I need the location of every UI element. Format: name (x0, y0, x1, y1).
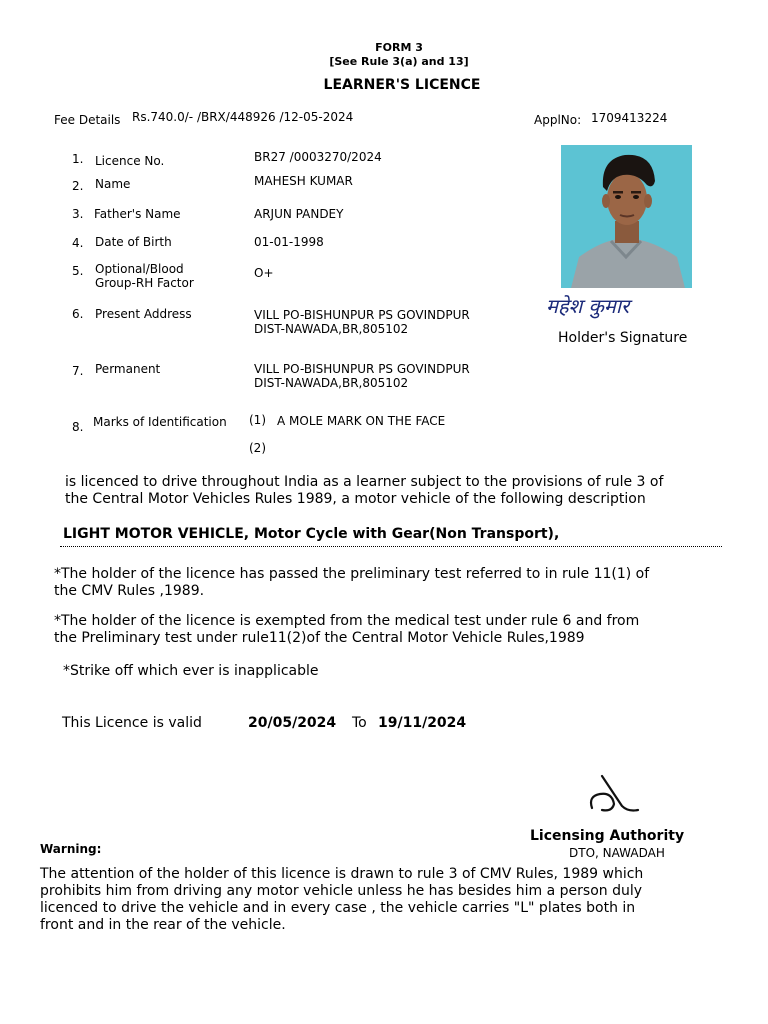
field-number: 4. (72, 236, 84, 250)
appl-no-label: ApplNo: (534, 113, 582, 127)
mark-1-number: (1) (249, 413, 266, 427)
blood-group-label-line2: Group-RH Factor (95, 276, 194, 290)
holder-signature: महेश कुमार (546, 294, 630, 318)
appl-no-value: 1709413224 (591, 111, 668, 125)
valid-to-date: 19/11/2024 (378, 715, 467, 731)
present-address-line2: DIST-NAWADA,BR,805102 (254, 322, 409, 336)
permanent-address-line2: DIST-NAWADA,BR,805102 (254, 376, 409, 390)
exempted-line1: *The holder of the licence is exempted from the medical test under rule 6 and from (54, 613, 640, 629)
authority-signature (584, 770, 644, 820)
present-address-label: Present Address (95, 307, 192, 321)
form-number: FORM 3 (375, 41, 423, 54)
warning-label: Warning: (40, 842, 102, 856)
fee-details-value: Rs.740.0/- /BRX/448926 /12-05-2024 (132, 110, 354, 124)
name-value: MAHESH KUMAR (254, 174, 353, 188)
passed-test-line1: *The holder of the licence has passed the preliminary test referred to in rule 11(1) of (54, 566, 650, 582)
warning-text-line2: prohibits him from driving any motor vehicle unless he has besides him a person duly (40, 883, 643, 899)
licenced-text-line2: the Central Motor Vehicles Rules 1989, a motor vehicle of the following description (65, 491, 646, 507)
warning-text-line4: front and in the rear of the vehicle. (40, 917, 286, 933)
holder-signature-label: Holder's Signature (558, 330, 688, 346)
field-number: 8. (72, 420, 84, 434)
document-title: LEARNER'S LICENCE (323, 77, 481, 93)
field-number: 1. (72, 152, 84, 166)
present-address-line1: VILL PO-BISHUNPUR PS GOVINDPUR (254, 308, 470, 322)
field-number: 3. (72, 207, 84, 221)
licenced-text-line1: is licenced to drive throughout India as a learner subject to the provisions of rule 3 of (65, 474, 664, 490)
validity-label: This Licence is valid (62, 715, 202, 731)
blood-group-label-line1: Optional/Blood (95, 262, 184, 276)
rule-reference: [See Rule 3(a) and 13] (329, 55, 469, 68)
fathers-name-label: Father's Name (94, 207, 181, 221)
warning-text-line1: The attention of the holder of this licence is drawn to rule 3 of CMV Rules, 1989 which (40, 866, 644, 882)
dob-label: Date of Birth (95, 235, 172, 249)
identification-marks-label: Marks of Identification (93, 415, 227, 429)
licence-no-label: Licence No. (95, 154, 165, 168)
licence-no-value: BR27 /0003270/2024 (254, 150, 382, 164)
holder-photo (561, 145, 692, 288)
warning-text-line3: licenced to drive the vehicle and in every case , the vehicle carries "L" plates both in (40, 900, 636, 916)
field-number: 7. (72, 364, 84, 378)
licensing-authority-title: Licensing Authority (530, 828, 685, 844)
licensing-authority-office: DTO, NAWADAH (569, 846, 665, 860)
field-number: 2. (72, 179, 84, 193)
vehicle-class: LIGHT MOTOR VEHICLE, Motor Cycle with Gear(Non Transport), (63, 526, 560, 542)
dob-value: 01-01-1998 (254, 235, 324, 249)
exempted-line2: the Preliminary test under rule11(2)of the Central Motor Vehicle Rules,1989 (54, 630, 585, 646)
strike-off-note: *Strike off which ever is inapplicable (63, 663, 319, 679)
validity-to-label: To (352, 715, 367, 731)
mark-2-number: (2) (249, 441, 266, 455)
fathers-name-value: ARJUN PANDEY (254, 207, 344, 221)
holder-photo-image (561, 145, 692, 288)
permanent-address-line1: VILL PO-BISHUNPUR PS GOVINDPUR (254, 362, 470, 376)
name-label: Name (95, 177, 131, 191)
fee-details-label: Fee Details (54, 113, 121, 127)
mark-1-value: A MOLE MARK ON THE FACE (277, 414, 446, 428)
field-number: 6. (72, 307, 84, 321)
valid-from-date: 20/05/2024 (248, 715, 337, 731)
passed-test-line2: the CMV Rules ,1989. (54, 583, 205, 599)
field-number: 5. (72, 264, 84, 278)
dotted-divider (60, 546, 722, 547)
permanent-address-label: Permanent (95, 362, 161, 376)
blood-group-value: O+ (254, 266, 274, 280)
